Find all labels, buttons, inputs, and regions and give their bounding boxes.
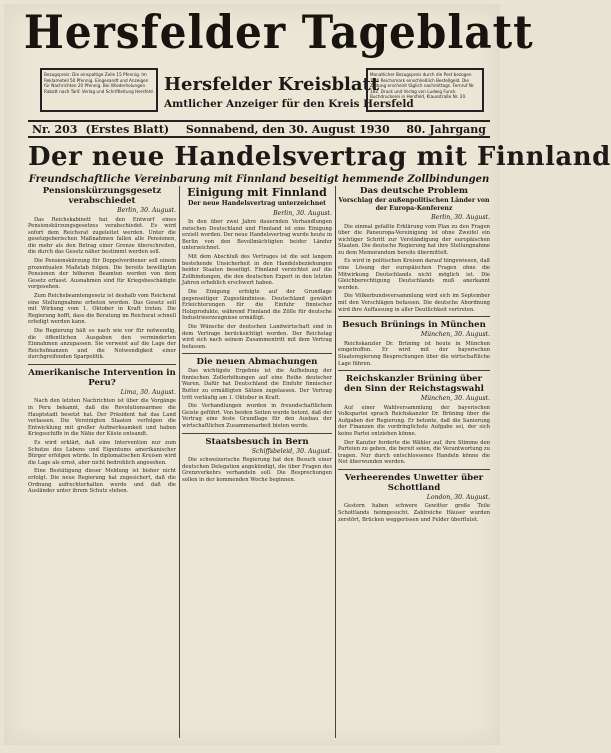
column-2 <box>182 184 332 740</box>
article-subheadline: Vorschlag der außenpolitischen Länder von der Europa-Konferenz <box>338 197 490 212</box>
ad-box-right: Monatlicher Bezugspreis durch die Post bezogen 1.80 Reichsmark einschließlich Bestellgeld. Die Zeitung erscheint täglich nachmittags. Fernruf Nr. 182. Druck und Verlag von Ludwig Funck Buchdruckerei in Hersfeld, Klausstraße Nr. 20. <box>366 68 484 112</box>
article-headline: Die neuen Abmachungen <box>196 357 318 368</box>
edition-label: (Erstes Blatt) <box>85 122 170 136</box>
article-separator <box>338 370 490 371</box>
article-headline: Verheerendes Unwetter über Schottland <box>344 472 484 493</box>
column-divider <box>335 186 336 738</box>
issue-info <box>32 123 169 136</box>
newspaper-tagline: Amtlicher Anzeiger für den Kreis Hersfeld <box>164 98 414 110</box>
article-paragraph: Es wird in politischen Kreisen darauf hingewiesen, daß eine Lösung der europäischen Fragen ohne die Mitwirkung Deutschlands nicht möglich ist. Die Gleichberechtigung Deutschlands muß anerkannt werden. <box>338 258 490 291</box>
column-1 <box>28 184 176 740</box>
article-paragraph: Die einmal gefaßte Erklärung vom Plan zu den Fragen über die Paneuropa-Vereinigung ist ohne Zweifel ein wichtiger Schritt zur Verständigung der europäischen Staaten. Die deutsche Regierung hat ihre Stellungnahme zu dem Memorandum bereits übermittelt. <box>338 223 490 256</box>
article-dateline: Berlin, 30. August. <box>431 214 490 221</box>
ad-box-left: Bezugspreis: Die einspaltige Zeile 15 Pfennig. Im Reklameteil 50 Pfennig. Eingesandt und Anzeigen für Nachrichten 20 Pfennig. Bei Wiederholungen Rabatt nach Tarif. Verlag und Schriftleitung Hersfeld. <box>40 68 158 112</box>
main-headline: Der neue Handelsvertrag mit Finnland <box>28 142 611 172</box>
article-paragraph: Nach den letzten Nachrichten ist über die Vorgänge in Peru bekannt, daß die Revolutionsarmee die Hauptstadt besetzt hat. Der Präsident hat das Land verlassen. Die Vereinigten Staaten verfolgen die Entwicklung mit großer Aufmerksamkeit und haben Kriegsschiffe in die Nähe der Küste entsandt. <box>28 398 176 438</box>
article-paragraph: Die Regierung hält es nach wie vor für notwendig, die öffentlichen Ausgaben den verminderten Einnahmen anzupassen. Sie verweist auf die Lage der Reichsfinanzen und die Notwendigkeit einer durchgreifenden Sparpolitik. <box>28 328 176 361</box>
article-dateline: Schiffsbeleid, 30. August. <box>251 447 332 455</box>
volume-label: 80. Jahrgang <box>406 122 486 136</box>
article-dateline: München, 30. August. <box>420 331 490 339</box>
article-separator <box>28 364 176 365</box>
article-separator <box>182 433 332 434</box>
article-paragraph: Auf einer Wahlversammlung der bayerischen Volkspartei sprach Reichskanzler Dr. Brüning über die Aufgaben der Regierung. Er betonte, daß die Sanierung der Finanzen die vordringlichste Aufgabe sei, der sich keine Partei entziehen könne. <box>338 404 490 437</box>
article-separator <box>338 316 490 317</box>
newspaper-page <box>4 4 611 745</box>
newspaper-title: Hersfelder Tageblatt <box>23 5 534 59</box>
article-dateline: Berlin, 30. August. <box>117 207 176 214</box>
article-paragraph: Reichskanzler Dr. Brüning ist heute in München eingetroffen. Er wird mit der bayerischen Staatsregierung Besprechungen über die wirtschaftliche Lage führen. <box>338 340 490 367</box>
article-paragraph: Die Wünsche der deutschen Landwirtschaft sind in dem Vertrage berücksichtigt worden. Der Reichstag wird sich nach seinem Zusammentritt mit dem Vertrag befassen. <box>182 323 332 350</box>
article-paragraph: Die Völkerbundsversammlung wird sich im September mit den Vorschlägen befassen. Die deutsche Abordnung wird ihre Auffassung in aller Deutlichkeit vertreten. <box>338 293 490 313</box>
masthead <box>4 5 534 59</box>
article-paragraph: Es wird erklärt, daß eine Intervention nur zum Schutze des Lebens und Eigentums amerikanischer Bürger erfolgen würde. In diplomatischen Kreisen wird die Lage als ernst, aber nicht bedrohlich angesehen. <box>28 440 176 466</box>
article-dateline: Berlin, 30. August. <box>273 209 332 217</box>
article-paragraph: Die Einigung erfolgte auf der Grundlage gegenseitiger Zugeständnisse. Deutschland gewährt Erleichterungen für die Einfuhr finnischer Holzprodukte, während Finnland die Zölle für deutsche Industrieerzeugnisse ermäßigt. <box>182 288 332 322</box>
article-paragraph: Die Verhandlungen wurden in freundschaftlichem Geiste geführt. Von beiden Seiten wurde betont, daß der Vertrag eine feste Grundlage für den Ausbau der wirtschaftlichen Zusammenarbeit bieten werde. <box>182 403 332 430</box>
article-headline: Amerikanische Intervention in Peru? <box>28 367 176 388</box>
issue-date: Sonnabend, den 30. August 1930 <box>185 122 390 136</box>
article-paragraph: Eine Bestätigung dieser Meldung ist bisher nicht erfolgt. Die neue Regierung hat zugesichert, daß die Ordnung aufrechterhalten werde und daß die Ausländer unter ihrem Schutz stehen. <box>28 468 176 495</box>
article-headline: Das deutsche Problem <box>360 186 468 196</box>
article-paragraph: In den über zwei Jahre dauernden Verhandlungen zwischen Deutschland und Finnland ist eine Einigung erzielt worden. Der neue Handelsvertrag wurde heute in Berlin von den Bevollmächtigten beider Länder unterzeichnet. <box>182 219 332 252</box>
article-separator <box>338 469 490 470</box>
article-headline: Staatsbesuch in Bern <box>205 436 309 447</box>
issue-number: Nr. 203 <box>32 122 78 136</box>
article-paragraph: Das Reichskabinett hat den Entwurf eines Pensionskürzungsgesetzes verabschiedet. Es wird sofort dem Reichsrat zugeleitet werden. Unter die gesetzgeberischen Maßnahmen fallen alle Pensionen, die mehr als den Betrag einer Grenze überschreiten, die durch das Gesetz näher bestimmt werden soll. <box>28 216 176 256</box>
article-paragraph: Gestern haben schwere Gewitter große Teile Schottlands heimgesucht. Zahlreiche Häuser wurden zerstört, Brücken weggerissen und Felder überflutet. <box>338 503 490 523</box>
article-paragraph: Der Kanzler forderte die Wähler auf, ihre Stimme den Parteien zu geben, die bereit seien, die Verantwortung zu tragen. Nur durch entschlossenes Handeln könne die Not überwunden werden. <box>338 439 490 466</box>
newspaper-subtitle: Hersfelder Kreisblatt <box>164 74 380 95</box>
column-3 <box>338 184 490 740</box>
article-paragraph: Die schweizerische Regierung hat den Besuch einer deutschen Delegation angekündigt, die über Fragen des Grenzverkehrs verhandeln soll. Die Besprechungen sollen in der kommenden Woche beginnen. <box>182 457 332 483</box>
article-headline: Einigung mit Finnland <box>187 186 327 199</box>
article-dateline: Lima, 30. August. <box>120 388 176 396</box>
article-paragraph: Zum Reichsbeamtengesetz ist deshalb vom Reichsrat eine Stellungnahme erbeten worden. Das Gesetz soll mit Wirkung vom 1. Oktober in Kraft treten. Die Regierung hofft, dass die Beratung im Reichsrat schnell erledigt werden kann. <box>28 293 176 326</box>
article-dateline: München, 30. August. <box>420 395 490 403</box>
article-separator <box>182 353 332 354</box>
column-divider <box>179 186 180 738</box>
article-paragraph: Mit dem Abschluß des Vertrages ist die seit langem bestehende Unsicherheit in den Handelsbeziehungen beider Staaten beseitigt. Finnland verzichtet auf die Zollbindungen, die den deutschen Export in den letzten Jahren erheblich erschwert haben. <box>182 253 332 287</box>
article-paragraph: Das wichtigste Ergebnis ist die Aufhebung der finnischen Zollerhöhungen auf eine Reihe deutscher Waren. Dafür hat Deutschland die Einfuhr finnischer Butter zu ermäßigten Sätzen zugelassen. Der Vertrag tritt vorläufig am 1. Oktober in Kraft. <box>182 368 332 401</box>
article-headline: Pensionskürzungsgesetz verabschiedet <box>42 186 162 206</box>
article-dateline: London, 30. August. <box>426 493 490 501</box>
article-paragraph: Die Pensionskürzung für Doppelverdiener soll einem prozentualen Maßstab folgen. Die bereits bewilligten Pensionen der höheren Beamten werden von dem Gesetz erfasst. Ausnahmen sind für Kriegsbeschädigte vorgesehen. <box>28 258 176 291</box>
main-subheadline: Freundschaftliche Vereinbarung mit Finnland beseitigt hemmende Zollbindungen <box>28 174 490 185</box>
dateline <box>28 120 490 138</box>
article-subheadline: Der neue Handelsvertrag unterzeichnet <box>187 200 326 207</box>
article-headline: Besuch Brünings in München <box>342 320 486 331</box>
article-headline: Reichskanzler Brüning über den Sinn der Reichstagswahl <box>344 374 484 395</box>
